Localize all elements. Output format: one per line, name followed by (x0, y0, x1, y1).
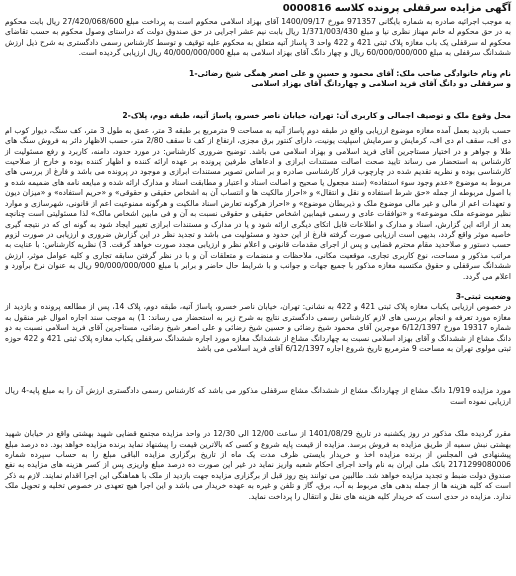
section-3-body: در خصوص ارزیابی یکباب مغازه پلاک ثبتی 421 و 422 به نشانی: تهران، خیابان ناصر خسرو، پاساژ آتیه، طبقه دوم، پلاک 14، پس از مطالعه پرونده و بازدید از مغازه مورد تعرفه و انجام بررسی های لازم کارشناس رسمی دادگستری نتایج به شرح زیر به استحضار می رساند: 1) به موجب سند اجاره اموال غیر منقول به شماره 19317 مورخ 6/12/1397 موجرین آقای محمود شیخ رضائی و حسین شیخ رضائی و علی اصغر شیخ رضائی، مستاجرین آقای فرید اسلامی نسبت به دو دانگ مشاع از ششدانگ و آقای بهزاد اسلامی نسبت به چهاردانگ مشاع از ششدانگ مغازه مورد اجاره ششدانگ سرقفلی یکباب مغازه پلاک ثبتی 421 و 422 حوزه ثبتی مولوی تهران به مساحت 9 مترمربع تاریخ شروع اجاره 6/12/1397 آقای فرید اسلامی می باشد (5, 302, 511, 353)
section-3-heading: وضعیت ثبتی-3 (455, 291, 511, 301)
owners-line: نام ونام خانوادگی صاحب ملک: آقای محمود و حسین و علی اصغر همگی شیخ رضائی-1 (189, 68, 511, 78)
document-title: آگهی مزایده سرقفلی پرونده کلاسه 0000816 (282, 3, 511, 14)
section-2-body: حسب بازدید بعمل آمده مغازه موضوع ارزیابی واقع در طبقه دوم پاساژ آتیه به مساحت 9 مترمربع بر طبقه 3 متر، عمق به طول 3 متر، کف سنگ، دیوار کوب ام دی اف، سقف ام دی اف، کرمایش و سرمایش اسپلیت یونیت، دارای کنتور برق مجزی، ارتفاع از کف تا سقف 2/80 متر، حسب الاظهار دائر به فروش سنگ های طلا و جواهر و در اختیار مستاجرین آقای فرید اسلامی و بهزاد اسلامی می باشد. توضیح ضروری کارشناس: در مورد حدود، دامنه، کاربرد و رفع مسئولیت از کارشناس به استحضار می رساند تایید صحت اصالت مستندات ابرازی و ادعاهای طرفین پرونده بر عهده ارائه کننده و اظهار کننده بوده و خارج از صلاحیت کارشناسی بوده و نظریه تقدیم شده در چارچوب قرار کارشناسی صادره و بر اساس تصویر مستندات ابرازی و موجود در پرونده می باشد و فارغ از بررسی های مربوط به موضوع «عدم وجود سوء استفاده» (سند مجعول یا صحیح و اصالت اسناد و اعتبار و مطابقت اسناد و مدارک ارائه شده و مبایعه نامه های ضمیمه شده و با اصول مربوطه از جمله «حق شرط استفاده و نقل و انتقال» و «احراز مالکیت ها و انتساب آن به اشخاص حقیقی و حقوقی» و «حریم استفاده» و «میزان دیون و تعهدات اعم از مالی و غیر مالی موضوع ملک و ذیربطان موضوع» و «احراز هرگونه تعارض اسناد مالکیت و هرگونه ممنوعیت اعم از قانونی، شهرسازی و موارد نظیر موضوعه ملک موضوعه» و «توافقات عادی و رسمی فیمابین اشخاص حقیقی و حقوقی نسبت به آن و فی مابین اشخاص مالک» لذا مسئولیتی است چنانچه بعد از ارائه این گزارش، اسناد و مدارک و اطلاعات قابل اتکای دیگری ارائه شود و یا در مدارک و مستندات ابرازی تغییر ایجاد شود به گونه ای که در نتیجه گیری خاصیه موثر واقع گردد، بدیهی است ارزیابی صورت گرفته فارغ از این حدود و مسئولیت می باشد و تجدید نظر در این گزارش ضروری و ارزیابی در صورت لزوم حسب دستور و صلاحدید مقام محترم قضایی و پس از اجرای مقدمات قانونی و اعلام نظر و ارزیابی مجدد صورت خواهد گرفت. 3) نظریه کارشناس: با عنایت به مراتب مذکور و مساحت، نوع کاربری تجاری، موقعیت مکانی، ملاحظات و منضمات و متعلقات آن و با در نظر گرفتن سابقه تجاری و کلیه عوامل موثر، ارزش ششدانگ سرقفلی و حقوق مکتسبه مغازه مذکور با جمیع جهات و جوانب و با شرایط حال حاضر و برابر با مبلغ 90/000/000/000 ریال به عنوان نرخ برآورد و اعلام می گردد. (5, 125, 511, 281)
owners-line-2: و سرقفلی دو دانگ آقای فرید اسلامی و چهاردانگ آقای بهزاد اسلامی (251, 79, 511, 89)
section-4-paragraph: مورد مزایده 1/919 دانگ مشاع از چهاردانگ مشاع از ششدانگ مشاع سرقفلی مذکور می باشد که کارشناس رسمی دادگستری ارزش آن را به مبلغ پایه-4 ریال ارزیابی نموده است (5, 386, 511, 406)
intro-paragraph: به موجب اجرائیه صادره به شماره بایگانی 971357 مورخ 1400/09/17 آقای بهزاد اسلامی محکوم است به پرداخت مبلغ 27/420/068/600 ریال بابت محکوم به در حق محکوم له خانم مهناز نظری نیا و مبلغ 1/371/003/430 ریال بابت نیم عشر اجرایی در حق صندوق دولت که دراستای وصول محکوم به حسب تقاضای محکوم له سرقفلی یک باب مغازه پلاک ثبتی 421 و 422 واحد 3 پاساژ آتیه متعلق به محکوم علیه توقیف و توسط کارشناس رسمی دادگستری به شرح ذیل ارزش ششدانگ سرقفلی به مبلغ 60/000/000/000 ریال و چهار دانگ آقای بهزاد اسلامی به مبلغ 40/000/000/000 ریال ارزیابی گردیده است. (5, 17, 512, 58)
section-2-heading: محل وقوع ملک و توصیف اجمالی و کاربری آن: تهران، خیابان ناصر خسرو، پاساژ آتیه، طبقه دوم، پلاک-2 (122, 111, 511, 121)
section-5-paragraph: مقرر گردیده ملک مذکور در روز یکشنبه در تاریخ 1401/08/29 از ساعت 12/00 الی 12/30 در واحد مزایده مجتمع قضایی شهید بهشتی واقع در خیابان شهید بهشتی نبش سمیه از طریق مزایده به فروش برسد. مزایده از قیمت پایه شروع و کسی که بالاترین قیمت را پیشنهاد نماید برنده مزایده خواهد بود. ده درصد مبلغ پیشنهادی فی المجلس از برنده مزایده اخذ و خریدار بایستی ظرف مدت یک ماه از تاریخ برگزاری مزایده الباقی مبلغ را به حساب سپرده شماره 2171299080006 بانک ملی ایران به نام واحد اجرای احکام شعبه واریز نماید در غیر این صورت ده درصد مبلغ واریزی پس از کسر هزینه های مزایده به نفع صندوق دولت ضبط و تجدید مزایده خواهد شد. طالبین می توانند پنج روز قبل از برگزاری مزایده جهت بازدید از ملک با هماهنگی این اجرا اقدام نمایند. لازم به ذکر است که کلیه هزینه ها از جمله بدهی های مربوط به آب، برق، گاز و تلفن و غیره به عهده خریدار می باشد و این اجرا هیچ تعهدی در خصوص تخلیه و تحویل ملک ندارد. مزایده در حدی است که خریدار کلیه هزینه های نقل و انتقال را پرداخت نماید. (5, 429, 511, 501)
